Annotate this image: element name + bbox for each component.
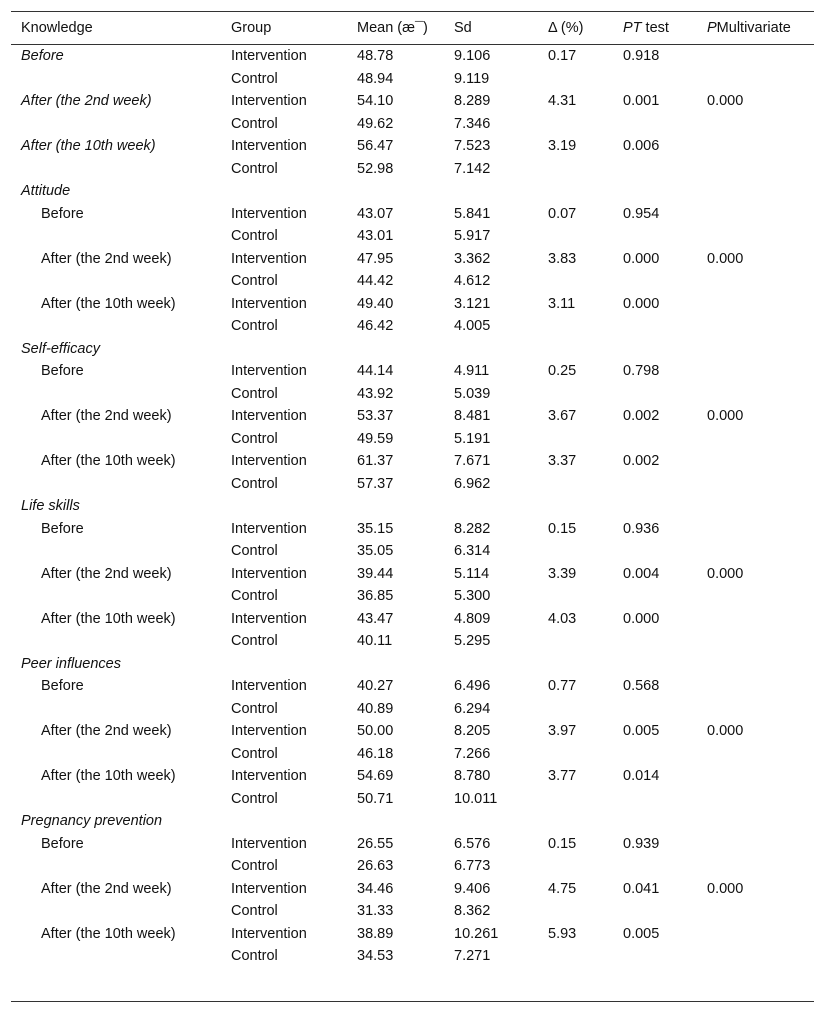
delta-cell: 0.25 <box>548 363 577 379</box>
group-cell: Control <box>231 543 278 559</box>
table-row <box>11 68 814 90</box>
pt-test-cell: 0.001 <box>623 93 660 109</box>
delta-cell: 3.67 <box>548 408 577 424</box>
group-cell: Control <box>231 858 278 874</box>
mean-cell: 44.14 <box>357 363 394 379</box>
delta-cell: 0.17 <box>548 48 577 64</box>
delta-cell: 4.75 <box>548 881 577 897</box>
mean-cell: 40.11 <box>357 633 393 649</box>
delta-cell: 3.19 <box>548 138 577 154</box>
mean-cell: 54.10 <box>357 93 394 109</box>
sd-cell: 3.362 <box>454 251 491 267</box>
mean-cell: 54.69 <box>357 768 394 784</box>
group-cell: Intervention <box>231 881 307 897</box>
sd-cell: 8.205 <box>454 723 491 739</box>
table-row <box>11 383 814 405</box>
group-cell: Control <box>231 633 278 649</box>
mean-cell: 44.42 <box>357 273 394 289</box>
group-cell: Control <box>231 476 278 492</box>
group-cell: Intervention <box>231 836 307 852</box>
sd-cell: 6.314 <box>454 543 491 559</box>
group-cell: Intervention <box>231 926 307 942</box>
mean-cell: 46.18 <box>357 746 394 762</box>
mean-cell: 52.98 <box>357 161 394 177</box>
sd-cell: 8.289 <box>454 93 491 109</box>
table-row <box>11 878 814 900</box>
sd-cell: 5.917 <box>454 228 491 244</box>
mean-cell: 49.40 <box>357 296 394 312</box>
table-row <box>11 743 814 765</box>
header-pm-rest: Multivariate <box>716 20 791 36</box>
row-label: Before <box>41 836 84 852</box>
pt-test-cell: 0.936 <box>623 521 660 537</box>
table-row <box>11 405 814 428</box>
table-row <box>11 855 814 878</box>
row-label: After (the 10th week) <box>41 296 176 312</box>
p-multivariate-cell: 0.000 <box>707 723 744 739</box>
group-cell: Intervention <box>231 408 307 424</box>
group-cell: Control <box>231 588 278 604</box>
group-cell: Intervention <box>231 453 307 469</box>
group-cell: Intervention <box>231 93 307 109</box>
table-row <box>11 675 814 698</box>
header-delta: Δ (%) <box>548 20 584 36</box>
group-cell: Intervention <box>231 48 307 64</box>
pt-test-cell: 0.005 <box>623 723 660 739</box>
pt-test-cell: 0.006 <box>623 138 660 154</box>
mean-cell: 26.63 <box>357 858 394 874</box>
delta-cell: 3.11 <box>548 296 576 312</box>
mean-cell: 48.94 <box>357 71 394 87</box>
row-label: Self-efficacy <box>21 341 100 357</box>
sd-cell: 7.346 <box>454 116 491 132</box>
delta-cell: 4.31 <box>548 93 577 109</box>
table-row <box>11 180 814 203</box>
mean-cell: 47.95 <box>357 251 394 267</box>
delta-cell: 0.07 <box>548 206 577 222</box>
row-label: After (the 10th week) <box>41 453 176 469</box>
table-row <box>11 135 814 158</box>
sd-cell: 4.809 <box>454 611 491 627</box>
table-row <box>11 900 814 923</box>
row-label: Life skills <box>21 498 80 514</box>
table-row <box>11 720 814 743</box>
mean-cell: 43.01 <box>357 228 394 244</box>
table-row <box>11 158 814 180</box>
row-label: After (the 2nd week) <box>41 723 172 739</box>
row-label: Peer influences <box>21 656 121 672</box>
table-body <box>11 45 814 968</box>
delta-cell: 0.15 <box>548 521 577 537</box>
sd-cell: 6.962 <box>454 476 491 492</box>
table-row <box>11 360 814 383</box>
table-row <box>11 338 814 360</box>
table-row <box>11 225 814 248</box>
row-label: Before <box>41 206 84 222</box>
group-cell: Control <box>231 273 278 289</box>
sd-cell: 9.406 <box>454 881 491 897</box>
group-cell: Control <box>231 228 278 244</box>
group-cell: Intervention <box>231 251 307 267</box>
pt-test-cell: 0.000 <box>623 251 660 267</box>
sd-cell: 9.119 <box>454 71 490 87</box>
table-row <box>11 585 814 608</box>
table-row <box>11 428 814 450</box>
table-row <box>11 45 814 68</box>
table-row <box>11 315 814 338</box>
group-cell: Intervention <box>231 296 307 312</box>
group-cell: Control <box>231 791 278 807</box>
mean-cell: 26.55 <box>357 836 394 852</box>
group-cell: Control <box>231 903 278 919</box>
delta-cell: 3.83 <box>548 251 577 267</box>
p-multivariate-cell: 0.000 <box>707 251 744 267</box>
group-cell: Intervention <box>231 678 307 694</box>
header-p-multivariate <box>707 19 791 37</box>
table-row <box>11 248 814 270</box>
row-label: After (the 2nd week) <box>21 93 152 109</box>
row-label: After (the 2nd week) <box>41 408 172 424</box>
p-multivariate-cell: 0.000 <box>707 881 744 897</box>
table-row <box>11 698 814 720</box>
sd-cell: 5.039 <box>454 386 491 402</box>
row-label: Before <box>21 48 64 64</box>
sd-cell: 4.911 <box>454 363 490 379</box>
table-row <box>11 90 814 113</box>
mean-cell: 43.47 <box>357 611 394 627</box>
row-label: After (the 10th week) <box>41 926 176 942</box>
mean-cell: 50.71 <box>357 791 394 807</box>
group-cell: Control <box>231 746 278 762</box>
mean-cell: 40.89 <box>357 701 394 717</box>
delta-cell: 3.39 <box>548 566 577 582</box>
row-label: After (the 2nd week) <box>41 566 172 582</box>
mean-cell: 56.47 <box>357 138 394 154</box>
row-label: Before <box>41 363 84 379</box>
delta-cell: 3.97 <box>548 723 577 739</box>
group-cell: Intervention <box>231 723 307 739</box>
sd-cell: 3.121 <box>454 296 491 312</box>
sd-cell: 8.780 <box>454 768 491 784</box>
row-label: Before <box>41 521 84 537</box>
group-cell: Intervention <box>231 768 307 784</box>
group-cell: Intervention <box>231 521 307 537</box>
table-row <box>11 270 814 293</box>
sd-cell: 8.362 <box>454 903 491 919</box>
mean-cell: 49.62 <box>357 116 394 132</box>
sd-cell: 6.576 <box>454 836 491 852</box>
pt-test-cell: 0.014 <box>623 768 660 784</box>
header-mean: Mean (æ¯) <box>357 20 428 36</box>
sd-cell: 4.612 <box>454 273 491 289</box>
mean-cell: 46.42 <box>357 318 394 334</box>
mean-cell: 50.00 <box>357 723 394 739</box>
group-cell: Intervention <box>231 363 307 379</box>
mean-cell: 34.53 <box>357 948 394 964</box>
sd-cell: 6.773 <box>454 858 491 874</box>
sd-cell: 8.282 <box>454 521 491 537</box>
table-row <box>11 608 814 630</box>
mean-cell: 36.85 <box>357 588 394 604</box>
header-knowledge: Knowledge <box>21 20 93 36</box>
mean-cell: 40.27 <box>357 678 394 694</box>
table-row <box>11 630 814 653</box>
group-cell: Control <box>231 701 278 717</box>
sd-cell: 6.294 <box>454 701 491 717</box>
sd-cell: 5.841 <box>454 206 491 222</box>
sd-cell: 7.142 <box>454 161 491 177</box>
row-label: After (the 10th week) <box>41 768 176 784</box>
row-label: Attitude <box>21 183 71 199</box>
group-cell: Control <box>231 71 278 87</box>
table-row <box>11 563 814 585</box>
pt-test-cell: 0.000 <box>623 611 660 627</box>
table-row <box>11 450 814 473</box>
table-row <box>11 293 814 315</box>
pt-test-cell: 0.798 <box>623 363 660 379</box>
table-row <box>11 540 814 563</box>
table-row <box>11 518 814 540</box>
header-pm-italic: P <box>707 20 717 36</box>
header-pt-italic: PT <box>623 20 642 36</box>
pt-test-cell: 0.002 <box>623 453 660 469</box>
group-cell: Control <box>231 386 278 402</box>
p-multivariate-cell: 0.000 <box>707 566 744 582</box>
pt-test-cell: 0.000 <box>623 296 660 312</box>
row-label: After (the 10th week) <box>21 138 156 154</box>
mean-cell: 31.33 <box>357 903 394 919</box>
row-label: After (the 2nd week) <box>41 251 172 267</box>
group-cell: Control <box>231 116 278 132</box>
delta-cell: 0.15 <box>548 836 577 852</box>
mean-cell: 43.07 <box>357 206 394 222</box>
sd-cell: 5.191 <box>454 431 491 447</box>
header-sd: Sd <box>454 20 472 36</box>
mean-cell: 35.05 <box>357 543 394 559</box>
table-row <box>11 788 814 810</box>
pt-test-cell: 0.004 <box>623 566 660 582</box>
table-header <box>11 11 814 44</box>
delta-cell: 0.77 <box>548 678 577 694</box>
sd-cell: 6.496 <box>454 678 491 694</box>
pt-test-cell: 0.002 <box>623 408 660 424</box>
mean-cell: 38.89 <box>357 926 394 942</box>
group-cell: Control <box>231 161 278 177</box>
sd-cell: 7.266 <box>454 746 491 762</box>
sd-cell: 5.295 <box>454 633 491 649</box>
table-row <box>11 923 814 945</box>
sd-cell: 5.114 <box>454 566 490 582</box>
delta-cell: 4.03 <box>548 611 577 627</box>
group-cell: Control <box>231 948 278 964</box>
p-multivariate-cell: 0.000 <box>707 93 744 109</box>
pt-test-cell: 0.568 <box>623 678 660 694</box>
p-multivariate-cell: 0.000 <box>707 408 744 424</box>
sd-cell: 8.481 <box>454 408 491 424</box>
row-label: After (the 10th week) <box>41 611 176 627</box>
sd-cell: 4.005 <box>454 318 491 334</box>
table-row <box>11 473 814 495</box>
table-row <box>11 653 814 675</box>
sd-cell: 7.271 <box>454 948 491 964</box>
header-pt-rest: test <box>641 20 669 36</box>
sd-cell: 9.106 <box>454 48 491 64</box>
mean-cell: 39.44 <box>357 566 394 582</box>
mean-cell: 53.37 <box>357 408 394 424</box>
pt-test-cell: 0.954 <box>623 206 660 222</box>
group-cell: Control <box>231 318 278 334</box>
sd-cell: 7.523 <box>454 138 491 154</box>
table-row <box>11 833 814 855</box>
mean-cell: 35.15 <box>357 521 394 537</box>
sd-cell: 7.671 <box>454 453 491 469</box>
header-group: Group <box>231 20 272 36</box>
delta-cell: 3.77 <box>548 768 577 784</box>
group-cell: Control <box>231 431 278 447</box>
table-row <box>11 495 814 518</box>
delta-cell: 5.93 <box>548 926 577 942</box>
mean-cell: 49.59 <box>357 431 394 447</box>
sd-cell: 10.261 <box>454 926 499 942</box>
mean-cell: 61.37 <box>357 453 394 469</box>
table-row <box>11 945 814 968</box>
group-cell: Intervention <box>231 206 307 222</box>
pt-test-cell: 0.005 <box>623 926 660 942</box>
row-label: Pregnancy prevention <box>21 813 163 829</box>
header-pt-test <box>623 19 669 37</box>
group-cell: Intervention <box>231 566 307 582</box>
mean-cell: 48.78 <box>357 48 394 64</box>
table-bottom-rule <box>11 1001 814 1002</box>
table-row <box>11 765 814 788</box>
table-row <box>11 810 814 833</box>
pt-test-cell: 0.041 <box>623 881 660 897</box>
pt-test-cell: 0.918 <box>623 48 660 64</box>
row-label: Before <box>41 678 84 694</box>
group-cell: Intervention <box>231 138 307 154</box>
sd-cell: 5.300 <box>454 588 491 604</box>
delta-cell: 3.37 <box>548 453 577 469</box>
mean-cell: 34.46 <box>357 881 394 897</box>
table-row <box>11 113 814 135</box>
group-cell: Intervention <box>231 611 307 627</box>
table-row <box>11 203 814 225</box>
sd-cell: 10.011 <box>454 791 498 807</box>
pt-test-cell: 0.939 <box>623 836 660 852</box>
mean-cell: 57.37 <box>357 476 394 492</box>
row-label: After (the 2nd week) <box>41 881 172 897</box>
mean-cell: 43.92 <box>357 386 394 402</box>
